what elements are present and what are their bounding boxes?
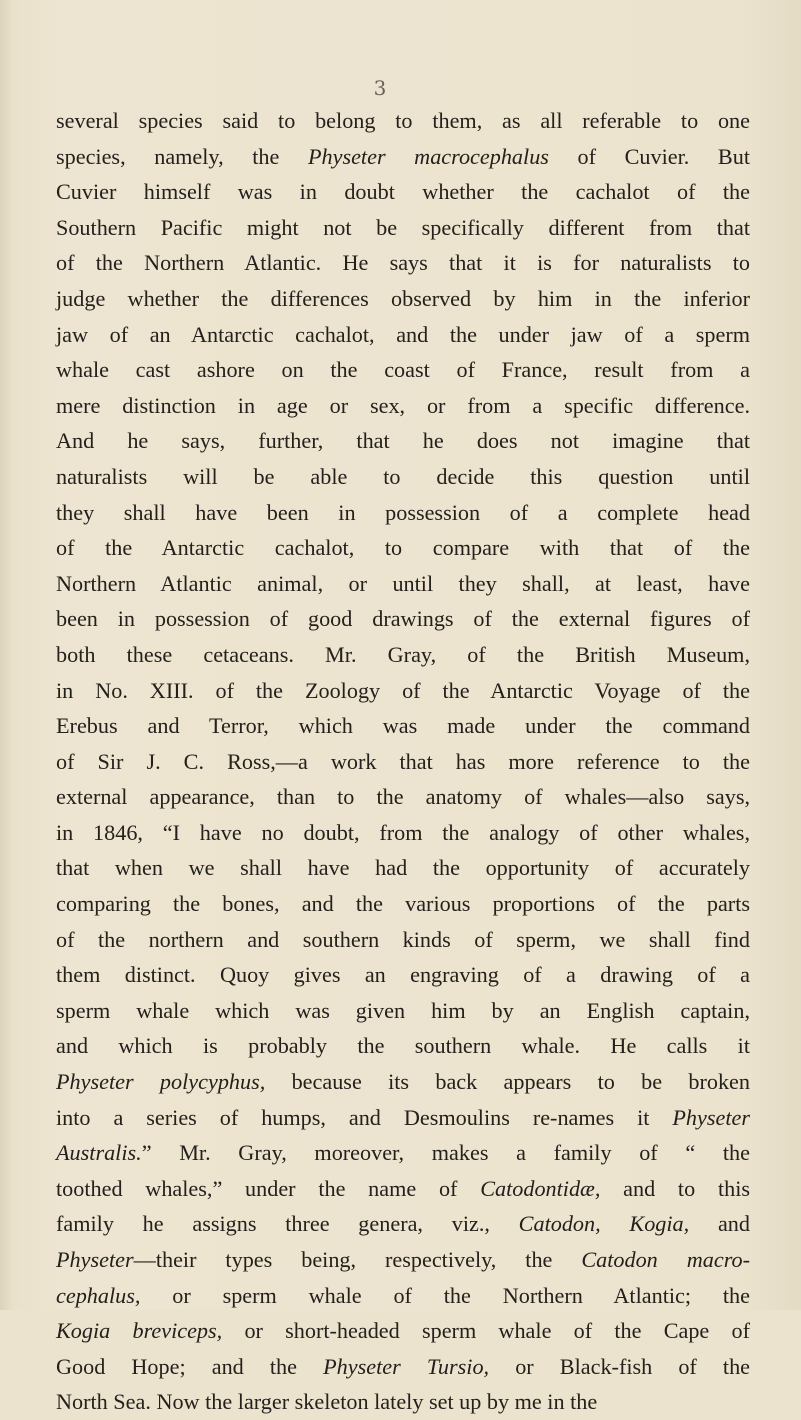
- text-run: they shall have been in possession of a complete head: [56, 499, 750, 525]
- text-run: into a series of humps, and Desmoulins re-names it: [56, 1104, 673, 1130]
- italic-text: Physeter macrocephalus: [307, 143, 549, 169]
- text-run: whale cast ashore on the coast of France, result from a: [56, 357, 750, 383]
- text-line: [56, 922, 750, 958]
- text-run: Erebus and Terror, which was made under the command: [56, 713, 750, 739]
- text-run: external appearance, than to the anatomy of whales—also says,: [56, 784, 750, 810]
- text-run: and: [689, 1211, 750, 1237]
- page-number: 3: [373, 76, 387, 100]
- text-line: [56, 1349, 750, 1385]
- text-run: Good Hope; and the: [56, 1353, 324, 1379]
- text-run: Northern Atlantic animal, or until they shall, at least, have: [56, 570, 750, 596]
- text-line: [56, 993, 750, 1029]
- body-text: [56, 103, 750, 1420]
- italic-text: cephalus,: [56, 1282, 141, 1308]
- text-line: [56, 459, 750, 495]
- italic-text: Catodon macro-: [581, 1247, 750, 1272]
- text-run: that when we shall have had the opportunity of accurately: [56, 855, 750, 881]
- text-run: judge whether the differences observed by him in the inferior: [56, 285, 750, 311]
- text-line: [56, 744, 750, 780]
- text-line: [56, 210, 750, 246]
- text-run: of Sir J. C. Ross,—a work that has more reference to the: [56, 748, 750, 774]
- text-run: both these cetaceans. Mr. Gray, of the British Museum,: [56, 641, 750, 667]
- text-line: [56, 708, 750, 744]
- text-line: [56, 530, 750, 566]
- text-line: [56, 637, 750, 673]
- text-run: mere distinction in age or sex, or from a specific difference.: [56, 392, 750, 418]
- text-line: [56, 1135, 750, 1171]
- text-run: or short-headed sperm whale of the Cape of: [222, 1318, 750, 1344]
- text-run: And he says, further, that he does not imagine that: [56, 428, 750, 454]
- text-run: in No. XIII. of the Zoology of the Antarctic Voyage of the: [56, 677, 750, 703]
- text-run: or sperm whale of the Northern Atlantic; the: [140, 1282, 750, 1308]
- text-line: [56, 1171, 750, 1207]
- text-line: [56, 779, 750, 815]
- text-run: jaw of an Antarctic cachalot, and the under jaw of a sperm: [56, 321, 750, 347]
- text-run: and to this: [600, 1175, 750, 1201]
- text-line: [56, 174, 750, 210]
- text-line: [56, 1278, 750, 1314]
- text-line: [56, 850, 750, 886]
- text-line: [56, 317, 750, 353]
- text-run: Southern Pacific might not be specifically different from that: [56, 214, 750, 240]
- text-line: [56, 139, 750, 175]
- text-line: [56, 495, 750, 531]
- text-run: sperm whale which was given him by an English captain,: [56, 997, 750, 1023]
- text-run: of Cuvier. But: [548, 143, 750, 169]
- text-run: or Black-fish of the: [489, 1353, 751, 1379]
- text-line: [56, 566, 750, 602]
- italic-text: Physeter polycyphus,: [56, 1069, 266, 1095]
- text-run: toothed whales,” under the name of: [56, 1175, 481, 1201]
- text-line: [56, 352, 750, 388]
- text-run: several species said to belong to them, as all referable to one: [56, 108, 750, 133]
- text-line: [56, 815, 750, 851]
- text-run: and which is probably the southern whale. He calls it: [56, 1033, 750, 1059]
- text-run: of the northern and southern kinds of sperm, we shall find: [56, 926, 750, 952]
- text-run: comparing the bones, and the various proportions of the parts: [56, 891, 750, 917]
- italic-text: Physeter: [56, 1247, 134, 1272]
- text-line: [56, 1384, 750, 1420]
- italic-text: Kogia breviceps,: [56, 1318, 223, 1344]
- text-run: family he assigns three genera, viz.,: [56, 1211, 519, 1237]
- text-line: [56, 886, 750, 922]
- text-line: [56, 673, 750, 709]
- text-line: [56, 1028, 750, 1064]
- text-run: naturalists will be able to decide this question until: [56, 463, 750, 489]
- text-run: them distinct. Quoy gives an engraving of a drawing of a: [56, 962, 750, 988]
- text-run: Cuvier himself was in doubt whether the cachalot of the: [56, 179, 750, 205]
- text-run: of the Northern Atlantic. He says that it is for naturalists to: [56, 250, 750, 276]
- italic-text: Catodontidæ,: [480, 1175, 601, 1201]
- italic-text: Physeter: [672, 1104, 750, 1130]
- text-run: species, namely, the: [56, 143, 308, 169]
- italic-text: Australis.: [56, 1140, 142, 1166]
- text-line: [56, 1206, 750, 1242]
- text-run: —their types being, respectively, the: [133, 1247, 582, 1272]
- italic-text: Physeter Tursio,: [323, 1353, 490, 1379]
- text-line: [56, 1064, 750, 1100]
- text-run: because its back appears to be broken: [265, 1069, 750, 1095]
- text-run: ” Mr. Gray, moreover, makes a family of “ the: [141, 1140, 750, 1166]
- text-run: in 1846, “I have no doubt, from the analogy of other whales,: [56, 819, 750, 845]
- text-line: [56, 281, 750, 317]
- text-run: of the Antarctic cachalot, to compare with that of the: [56, 535, 750, 561]
- text-line: [56, 1313, 750, 1349]
- text-line: [56, 388, 750, 424]
- text-line: [56, 103, 750, 139]
- text-run: been in possession of good drawings of the external figures of: [56, 606, 750, 632]
- italic-text: Catodon, Kogia,: [518, 1211, 690, 1237]
- text-line: [56, 1100, 750, 1136]
- text-line: [56, 601, 750, 637]
- text-line: [56, 423, 750, 459]
- text-line: [56, 1242, 750, 1278]
- text-line: [56, 245, 750, 281]
- text-run: North Sea. Now the larger skeleton lately set up by me in the: [56, 1389, 598, 1415]
- text-line: [56, 957, 750, 993]
